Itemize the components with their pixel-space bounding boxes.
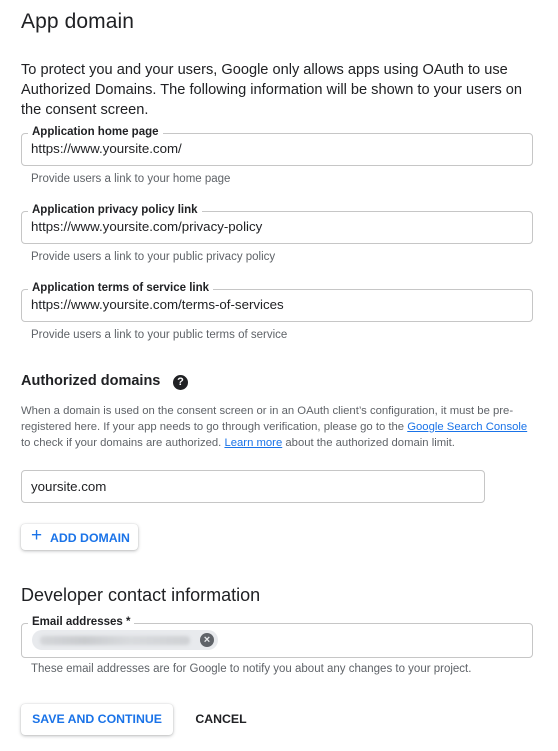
email-addresses-label: Email addresses * bbox=[28, 615, 134, 629]
email-chip[interactable] bbox=[32, 630, 218, 650]
privacy-policy-value[interactable]: https://www.yoursite.com/privacy-policy bbox=[31, 219, 263, 234]
privacy-policy-field[interactable] bbox=[21, 204, 533, 244]
terms-of-service-field[interactable] bbox=[21, 282, 533, 322]
learn-more-link[interactable]: Learn more bbox=[224, 437, 283, 449]
app-domain-intro: To protect you and your users, Google only allows apps using OAuth to use Authorized Domains. The following information will be shown to your users on the consent screen. bbox=[21, 62, 523, 118]
home-page-field[interactable] bbox=[21, 126, 533, 166]
privacy-policy-label: Application privacy policy link bbox=[28, 203, 202, 217]
page-title: App domain bbox=[21, 10, 135, 33]
close-circle-icon[interactable]: × bbox=[200, 633, 214, 647]
description-text-3: about the authorized domain limit. bbox=[282, 437, 455, 449]
description-text-2: to check if your domains are authorized. bbox=[21, 437, 225, 449]
terms-of-service-value[interactable]: https://www.yoursite.com/terms-of-services bbox=[31, 297, 284, 312]
save-and-continue-button[interactable]: SAVE AND CONTINUE bbox=[21, 704, 173, 735]
privacy-policy-hint: Provide users a link to your public privacy policy bbox=[31, 251, 276, 263]
home-page-value[interactable]: https://www.yoursite.com/ bbox=[31, 141, 182, 156]
developer-contact-heading: Developer contact information bbox=[21, 585, 261, 605]
home-page-hint: Provide users a link to your home page bbox=[31, 173, 231, 185]
add-domain-button[interactable] bbox=[21, 524, 138, 550]
google-search-console-link[interactable]: Google Search Console bbox=[407, 421, 528, 433]
authorized-domains-description bbox=[21, 403, 536, 451]
authorized-domain-input[interactable] bbox=[21, 470, 485, 503]
email-addresses-hint: These email addresses are for Google to notify you about any changes to your project. bbox=[31, 663, 472, 675]
authorized-domain-value[interactable]: yoursite.com bbox=[31, 479, 107, 494]
plus-icon: + bbox=[31, 525, 43, 546]
authorized-domains-heading: Authorized domains bbox=[21, 373, 161, 389]
email-addresses-field[interactable] bbox=[21, 616, 533, 658]
cancel-button[interactable]: CANCEL bbox=[195, 712, 247, 726]
description-text-1: When a domain is used on the consent screen or in an OAuth client’s configuration, it must be pre-registered here. If your app needs to go through verification, please go to the bbox=[21, 405, 514, 433]
help-circle-icon[interactable]: ? bbox=[173, 375, 188, 390]
terms-of-service-label: Application terms of service link bbox=[28, 281, 213, 295]
home-page-label: Application home page bbox=[28, 125, 163, 139]
add-domain-label: ADD DOMAIN bbox=[50, 531, 130, 545]
terms-of-service-hint: Provide users a link to your public terms of service bbox=[31, 329, 288, 341]
email-chip-redacted-text bbox=[40, 636, 190, 645]
